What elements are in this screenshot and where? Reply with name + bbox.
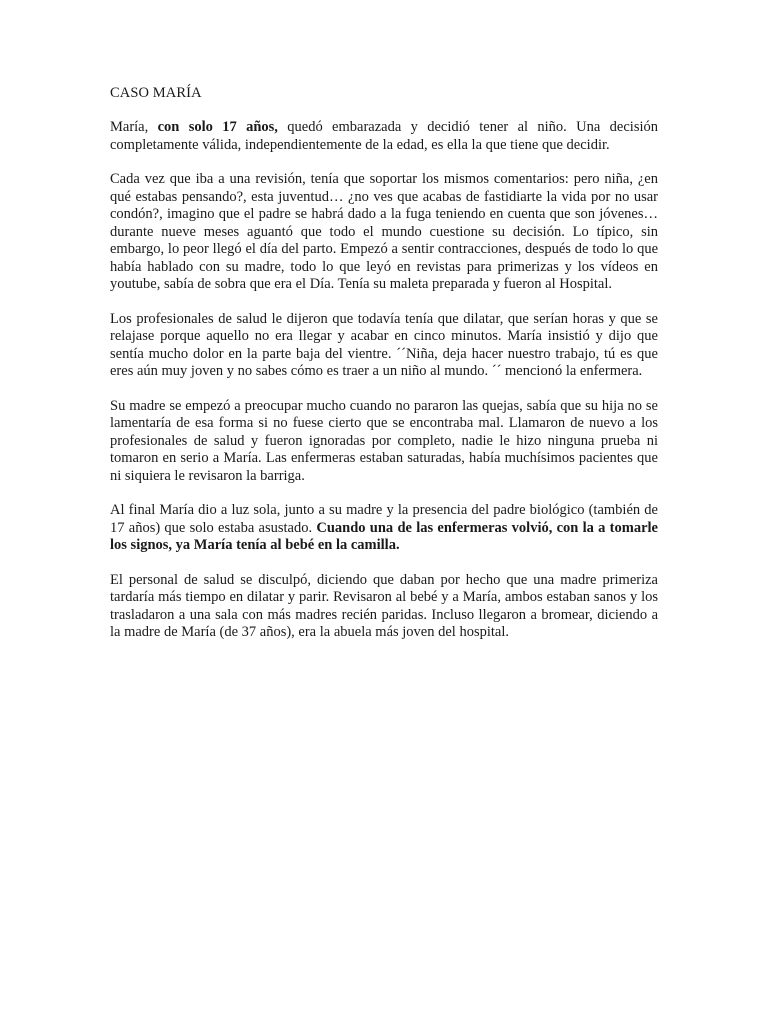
text-segment: Al final María dio a luz sola, junto a su madre y la presencia del padre biológico (también de 17 años) que solo estaba asustado.: [110, 502, 658, 536]
paragraph: [110, 119, 658, 154]
text-segment: Su madre se empezó a preocupar mucho cuando no pararon las quejas, sabía que su hija no se lamentaría de esa forma si no fuese cierto que se encontraba mal. Llamaron de nuevo a los profesionales de salud y fueron ignoradas por completo, nadie le hizo ninguna prueba ni tomaron en serio a María. Las enfermeras estaban saturadas, había muchísimos pacientes que ni siquiera le revisaron la barriga.: [110, 397, 658, 484]
document-page: [110, 84, 658, 659]
document-body: [110, 119, 658, 642]
paragraph: [110, 398, 658, 486]
text-segment: quedó embarazada y decidió tener al niño. Una decisión completamente válida, independientemente de la edad, es ella la que tiene que decidir.: [110, 119, 658, 153]
paragraph: [110, 171, 658, 294]
text-segment: María,: [110, 119, 158, 135]
document-title: CASO MARÍA: [110, 85, 202, 101]
text-segment: El personal de salud se disculpó, diciendo que daban por hecho que una madre primeriza tardaría más tiempo en dilatar y parir. Revisaron al bebé y a María, ambos estaban sanos y los trasladaron a una sala con más madres recién paridas. Incluso llegaron a bromear, diciendo a la madre de María (de 37 años), era la abuela más joven del hospital.: [110, 571, 658, 640]
paragraph: [110, 572, 658, 642]
bold-text-segment: Cuando una de las enfermeras volvió, con la a tomarle los signos, ya María tenía al bebé en la camilla.: [110, 519, 658, 553]
text-segment: Los profesionales de salud le dijeron que todavía tenía que dilatar, que serían horas y que se relajase porque aquello no era llegar y acabar en cinco minutos. María insistió y dijo que sentía mucho dolor en la parte baja del vientre. ´´Niña, deja hacer nuestro trabajo, tú es que eres aún muy joven y no sabes cómo es traer a un niño al mundo. ´´ mencionó la enfermera.: [110, 310, 658, 379]
paragraph: [110, 311, 658, 381]
text-segment: Cada vez que iba a una revisión, tenía que soportar los mismos comentarios: pero niña, ¿en qué estabas pensando?, esta juventud… ¿no ves que acabas de fastidiarte la vida por no usar condón?, imagino que el padre se habrá dado a la fuga teniendo en cuenta que son jóvenes…durante nueve meses aguantó que todo el mundo cuestione su decisión. Lo típico, sin embargo, lo peor llegó el día del parto. Empezó a sentir contracciones, después de todo lo que había hablado con su madre, todo lo que leyó en revistas para primerizas y los vídeos en youtube, sabía de sobra que era el Día. Tenía su maleta preparada y fueron al Hospital.: [110, 171, 658, 292]
paragraph: [110, 502, 658, 555]
bold-text-segment: con solo 17 años,: [157, 119, 278, 135]
